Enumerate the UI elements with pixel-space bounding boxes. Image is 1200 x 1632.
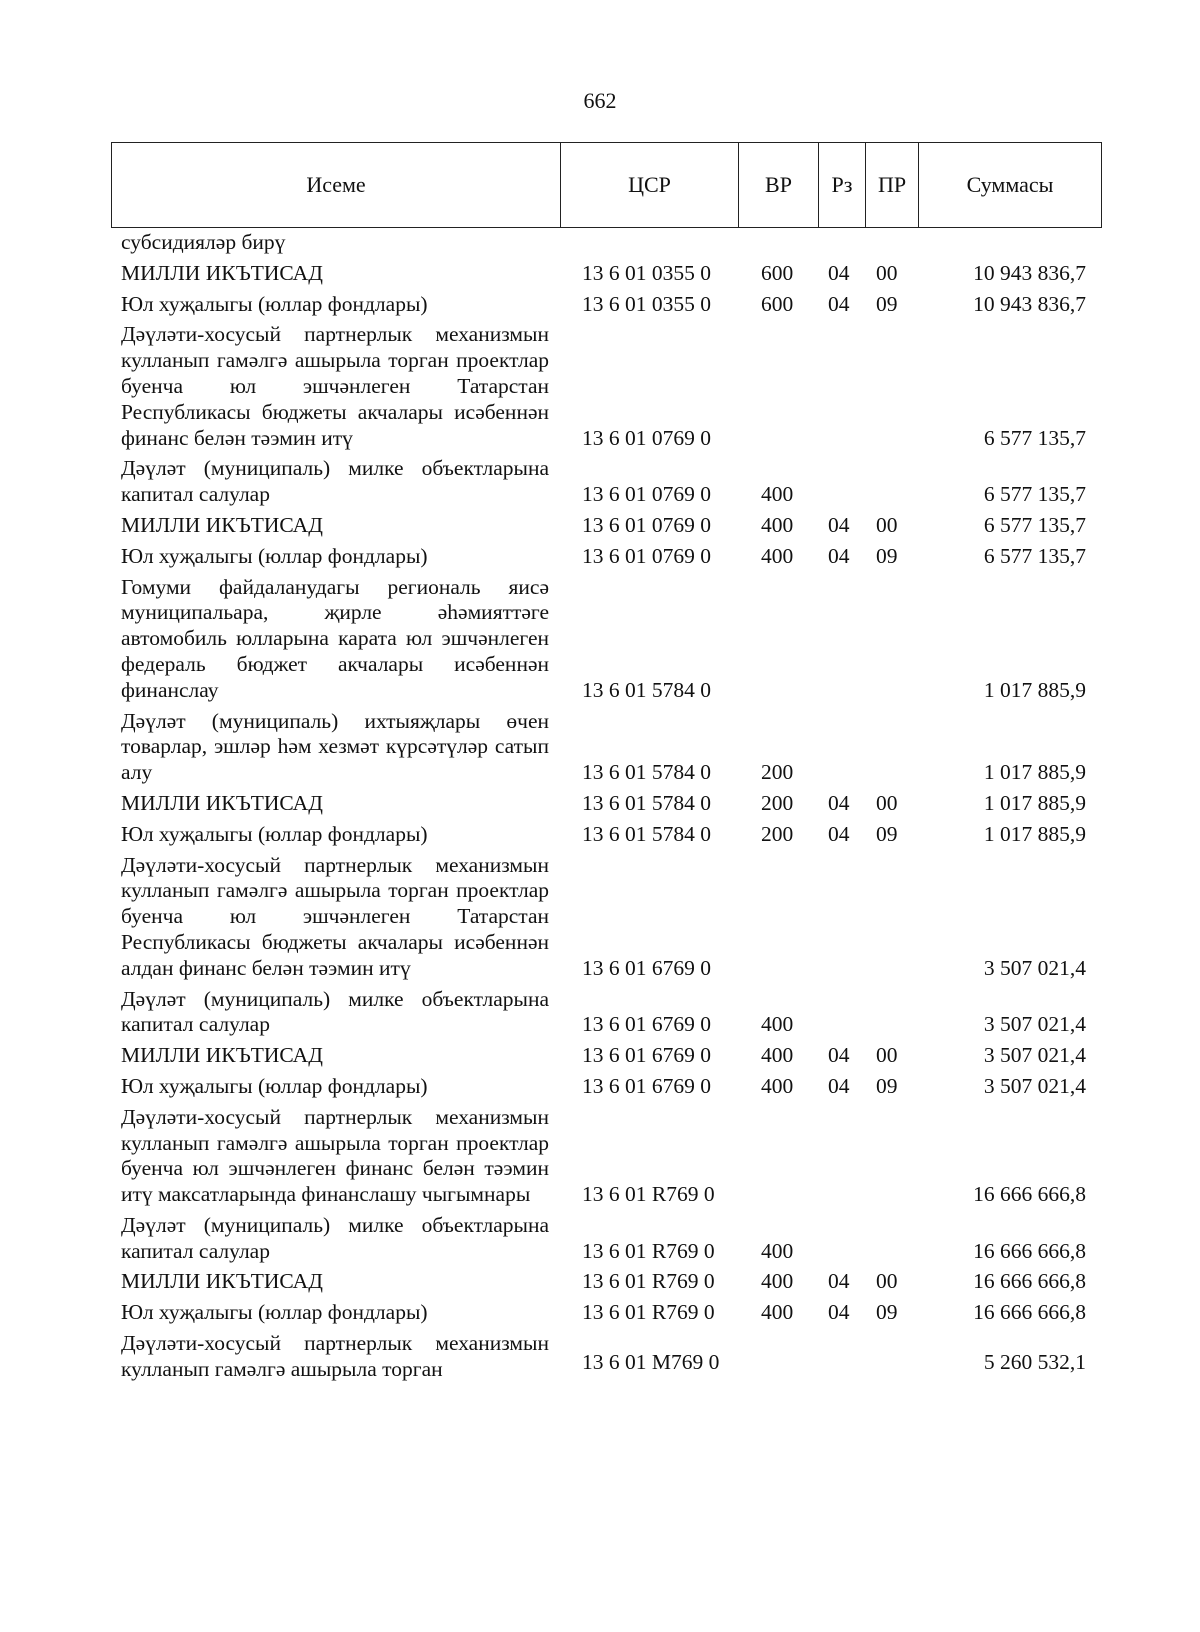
row-sum: 16 666 666,8 xyxy=(973,1182,1086,1207)
row-vr: 200 xyxy=(761,760,794,785)
row-name: Юл хуҗалыгы (юллар фондлары) xyxy=(121,1073,428,1098)
row-csr: 13 6 01 5784 0 xyxy=(582,677,711,702)
row-vr: 600 xyxy=(761,260,794,285)
row-csr: 13 6 01 5784 0 xyxy=(582,821,711,846)
row-vr: 400 xyxy=(761,1269,794,1294)
table-row xyxy=(0,544,1200,570)
row-csr: 13 6 01 5784 0 xyxy=(582,760,711,785)
row-csr: 13 6 01 6769 0 xyxy=(582,1043,711,1068)
row-vr: 200 xyxy=(761,821,794,846)
table-row xyxy=(0,1331,1200,1383)
row-pr: 00 xyxy=(876,790,898,815)
row-vr: 400 xyxy=(761,1012,794,1037)
table-body xyxy=(0,230,1200,1383)
row-pr: 09 xyxy=(876,1073,898,1098)
row-name: Юл хуҗалыгы (юллар фондлары) xyxy=(121,821,428,846)
row-name: Юл хуҗалыгы (юллар фондлары) xyxy=(121,1300,428,1325)
table-row xyxy=(0,1105,1200,1208)
row-name: Дәүләт (муниципаль) милке объектларына капитал салулар xyxy=(121,1212,549,1263)
row-name: Дәүләти-хосусый партнерлык механизмын кулланып гамәлгә ашырыла торган проектлар буенча юл эшчәнлеген Татарстан Республикасы бюджеты акчалары исәбеннән алдан финанс белән тәэмин итү xyxy=(121,852,549,980)
row-vr: 400 xyxy=(761,543,794,568)
table-row xyxy=(0,1043,1200,1069)
row-csr: 13 6 01 6769 0 xyxy=(582,955,711,980)
row-name: Гомуми файдаланудагы региональ яисә муниципальара, җирле әһәмияттәге автомобиль юлларына карата юл эшчәнлеген федераль бюджет акчалары исәбеннән финанслау xyxy=(121,574,549,702)
header-name: Исеме xyxy=(112,143,561,227)
row-csr: 13 6 01 R769 0 xyxy=(582,1238,715,1263)
table-row xyxy=(0,1300,1200,1326)
table-row xyxy=(0,709,1200,786)
row-rz: 04 xyxy=(828,790,850,815)
row-rz: 04 xyxy=(828,512,850,537)
row-sum: 1 017 885,9 xyxy=(983,760,1086,785)
table-row xyxy=(0,575,1200,704)
row-rz: 04 xyxy=(828,1073,850,1098)
row-sum: 3 507 021,4 xyxy=(983,1043,1086,1068)
row-csr: 13 6 01 0355 0 xyxy=(582,291,711,316)
row-name: МИЛЛИ ИКЪТИСАД xyxy=(121,790,323,815)
row-rz: 04 xyxy=(828,1300,850,1325)
row-rz: 04 xyxy=(828,1269,850,1294)
row-name: субсидияләр бирү xyxy=(121,230,286,254)
row-vr: 400 xyxy=(761,1300,794,1325)
row-sum: 3 507 021,4 xyxy=(983,1073,1086,1098)
page-number: 662 xyxy=(583,88,617,113)
row-sum: 1 017 885,9 xyxy=(983,790,1086,815)
row-sum: 6 577 135,7 xyxy=(983,482,1086,507)
row-name: МИЛЛИ ИКЪТИСАД xyxy=(121,1269,323,1294)
row-name: МИЛЛИ ИКЪТИСАД xyxy=(121,1043,323,1068)
row-sum: 1 017 885,9 xyxy=(983,821,1086,846)
row-csr: 13 6 01 0769 0 xyxy=(582,512,711,537)
table-row xyxy=(0,513,1200,539)
row-name: Юл хуҗалыгы (юллар фондлары) xyxy=(121,543,428,568)
table-row xyxy=(0,822,1200,848)
header-rz: Рз xyxy=(819,143,866,227)
row-name: Дәүләти-хосусый партнерлык механизмын кулланып гамәлгә ашырыла торган проектлар буенча юл эшчәнлеген Татарстан Республикасы бюджеты акчалары исәбеннән финанс белән тәэмин итү xyxy=(121,322,549,450)
row-name: Дәүләти-хосусый партнерлык механизмын кулланып гамәлгә ашырыла торган xyxy=(121,1331,549,1381)
row-sum: 16 666 666,8 xyxy=(973,1300,1086,1325)
table-header xyxy=(111,142,1102,228)
table-row xyxy=(0,791,1200,817)
row-name: Дәүләт (муниципаль) милке объектларына капитал салулар xyxy=(121,986,549,1037)
row-pr: 09 xyxy=(876,291,898,316)
row-csr: 13 6 01 R769 0 xyxy=(582,1269,715,1294)
header-sum: Суммасы xyxy=(966,172,1054,197)
row-pr: 09 xyxy=(876,821,898,846)
row-rz: 04 xyxy=(828,291,850,316)
row-csr: 13 6 01 R769 0 xyxy=(582,1300,715,1325)
row-name: Дәүләти-хосусый партнерлык механизмын кулланып гамәлгә ашырыла торган проектлар буенча юл эшчәнлеген финанс белән тәэмин итү максатларында финанслашу чыгымнары xyxy=(121,1104,549,1207)
table-row xyxy=(0,456,1200,508)
row-vr: 200 xyxy=(761,790,794,815)
row-csr: 13 6 01 0769 0 xyxy=(582,482,711,507)
row-sum: 16 666 666,8 xyxy=(973,1269,1086,1294)
row-pr: 09 xyxy=(876,1300,898,1325)
row-sum: 16 666 666,8 xyxy=(973,1238,1086,1263)
row-vr: 400 xyxy=(761,1238,794,1263)
row-vr: 600 xyxy=(761,291,794,316)
row-name: Дәүләт (муниципаль) ихтыяҗлары өчен товарлар, эшләр һәм хезмәт күрсәтүләр сатып алу xyxy=(121,708,549,785)
row-sum: 10 943 836,7 xyxy=(973,291,1086,316)
row-pr: 09 xyxy=(876,543,898,568)
row-csr: 13 6 01 0355 0 xyxy=(582,260,711,285)
table-row xyxy=(0,853,1200,982)
row-sum: 5 260 532,1 xyxy=(983,1349,1086,1374)
row-pr: 00 xyxy=(876,260,898,285)
row-name: Дәүләт (муниципаль) милке объектларына капитал салулар xyxy=(121,456,549,507)
table-row xyxy=(0,322,1200,451)
row-name: Юл хуҗалыгы (юллар фондлары) xyxy=(121,291,428,316)
header-csr: ЦСР xyxy=(561,143,739,227)
row-vr: 400 xyxy=(761,512,794,537)
row-sum: 6 577 135,7 xyxy=(983,512,1086,537)
row-sum: 1 017 885,9 xyxy=(983,677,1086,702)
row-sum: 10 943 836,7 xyxy=(973,260,1086,285)
row-csr: 13 6 01 0769 0 xyxy=(582,543,711,568)
table-row xyxy=(0,230,1200,256)
row-csr: 13 6 01 5784 0 xyxy=(582,790,711,815)
row-rz: 04 xyxy=(828,260,850,285)
table-row xyxy=(0,987,1200,1039)
header-pr: ПР xyxy=(866,143,919,227)
table-row xyxy=(0,261,1200,287)
row-name: МИЛЛИ ИКЪТИСАД xyxy=(121,512,323,537)
row-sum: 6 577 135,7 xyxy=(983,425,1086,450)
row-rz: 04 xyxy=(828,1043,850,1068)
row-csr: 13 6 01 6769 0 xyxy=(582,1073,711,1098)
row-pr: 00 xyxy=(876,1043,898,1068)
row-sum: 3 507 021,4 xyxy=(983,1012,1086,1037)
row-sum: 3 507 021,4 xyxy=(983,955,1086,980)
row-vr: 400 xyxy=(761,1043,794,1068)
row-name: МИЛЛИ ИКЪТИСАД xyxy=(121,260,323,285)
header-vr: ВР xyxy=(739,143,819,227)
row-rz: 04 xyxy=(828,821,850,846)
row-vr: 400 xyxy=(761,482,794,507)
row-vr: 400 xyxy=(761,1073,794,1098)
row-csr: 13 6 01 M769 0 xyxy=(582,1349,720,1374)
row-csr: 13 6 01 R769 0 xyxy=(582,1182,715,1207)
table-row xyxy=(0,1213,1200,1265)
row-rz: 04 xyxy=(828,543,850,568)
row-csr: 13 6 01 6769 0 xyxy=(582,1012,711,1037)
row-csr: 13 6 01 0769 0 xyxy=(582,425,711,450)
table-row xyxy=(0,292,1200,318)
row-pr: 00 xyxy=(876,512,898,537)
row-sum: 6 577 135,7 xyxy=(983,543,1086,568)
table-row xyxy=(0,1269,1200,1295)
table-row xyxy=(0,1074,1200,1100)
row-pr: 00 xyxy=(876,1269,898,1294)
